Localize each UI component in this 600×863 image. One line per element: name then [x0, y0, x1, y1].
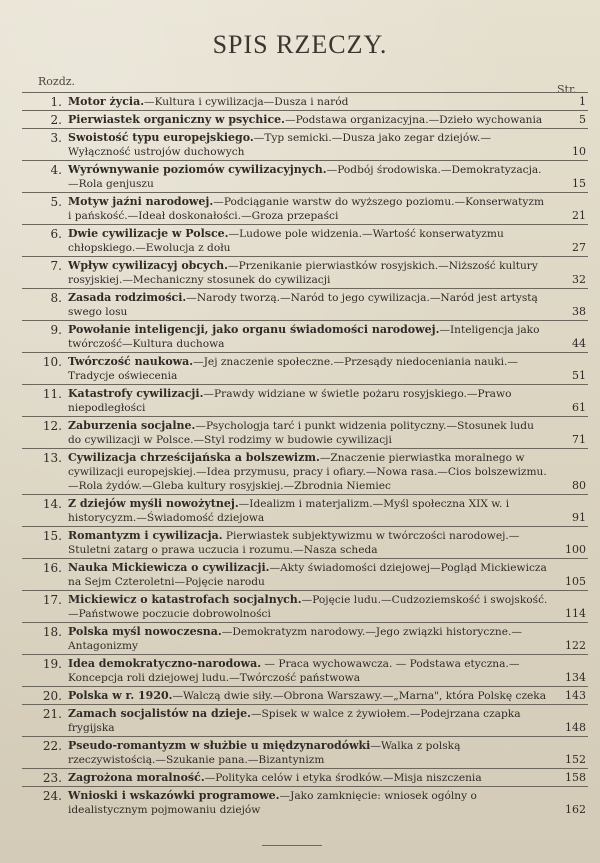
chapter-number: 11. [42, 387, 62, 401]
chapter-text [68, 739, 554, 767]
toc-entry [22, 110, 588, 128]
page-number: 32 [572, 273, 586, 286]
page-number: 143 [565, 689, 586, 702]
chapter-title: Motyw jaźni narodowej. [68, 195, 214, 208]
chapter-number: 4. [50, 163, 62, 177]
chapter-text [68, 195, 554, 223]
page-number: 38 [572, 305, 586, 318]
chapter-text [68, 113, 554, 127]
chapter-text [68, 323, 554, 351]
page-number: 1 [579, 95, 586, 108]
chapter-number: 9. [50, 323, 62, 337]
chapter-text [68, 707, 554, 735]
page-number: 5 [579, 113, 586, 126]
chapter-number: 18. [42, 625, 62, 639]
chapter-text [68, 771, 554, 785]
chapter-number: 23. [42, 771, 62, 785]
toc-entry [22, 352, 588, 384]
chapter-text [68, 355, 554, 383]
chapter-text [68, 131, 554, 159]
chapter-title: Wyrównywanie poziomów cywilizacyjnych. [68, 163, 327, 176]
chapter-topics: —Idealizm i materjalizm.—Myśl społeczna XIX w. i historycyzm.—Świadomość dziejowa [68, 498, 510, 524]
chapter-topics: —Przenikanie pierwiastków rosyjskich.—Niższość kultury rosyjskiej.—Mechaniczny stosunek do cywilizacji [68, 260, 538, 286]
chapter-title: Cywilizacja chrześcijańska a bolszewizm. [68, 451, 320, 464]
chapter-number: 14. [42, 497, 62, 511]
chapter-topics: —Pojęcie ludu.—Cudzoziemskość i swojskość.—Państwowe poczucie dobrowolności [68, 594, 548, 620]
chapter-title: Polska myśl nowoczesna. [68, 625, 222, 638]
toc-entry [22, 768, 588, 786]
chapter-title: Mickiewicz o katastrofach socjalnych. [68, 593, 302, 606]
chapter-topics: Pierwiastek subjektywizmu w twórczości narodowej.—Stuletni zatarg o prawa uczucia i rozumu.—Nasza scheda [68, 530, 520, 556]
toc-entry [22, 192, 588, 224]
page-number: 10 [572, 145, 586, 158]
chapter-topics: —Narody tworzą.—Naród to jego cywilizacja.—Naród jest artystą swego losu [68, 292, 538, 318]
chapter-number: 21. [42, 707, 62, 721]
toc-entry [22, 494, 588, 526]
toc-entry [22, 736, 588, 768]
chapter-number: 1. [50, 95, 62, 109]
table-of-contents [0, 92, 600, 818]
chapter-topics: —Walczą dwie siły.—Obrona Warszawy.—„Marna", która Polskę czeka [172, 690, 547, 702]
page-number: 134 [565, 671, 586, 684]
chapter-title: Motor życia. [68, 95, 145, 108]
chapter-number: 17. [42, 593, 62, 607]
chapter-topics: —Podstawa organizacyjna.—Dzieło wychowania [285, 114, 543, 126]
chapter-topics: —Spisek w walce z żywiołem.—Podejrzana czapka frygijska [68, 708, 521, 734]
chapter-text [68, 451, 554, 493]
toc-entry [22, 416, 588, 448]
chapter-text [68, 689, 554, 703]
chapter-text [68, 259, 554, 287]
chapter-number: 19. [42, 657, 62, 671]
chapter-text [68, 291, 554, 319]
chapter-title: Wnioski i wskazówki programowe. [68, 789, 280, 802]
page-number: 21 [572, 209, 586, 222]
page-column-header: Str. [557, 83, 577, 96]
page-number: 71 [572, 433, 586, 446]
toc-entry [22, 590, 588, 622]
toc-entry [22, 622, 588, 654]
toc-entry [22, 786, 588, 818]
chapter-topics: —Jako zamknięcie: wniosek ogólny o idealistycznym pojmowaniu dziejów [68, 790, 477, 816]
chapter-number: 6. [50, 227, 62, 241]
chapter-title: Z dziejów myśli nowożytnej. [68, 497, 239, 510]
chapter-number: 15. [42, 529, 62, 543]
toc-entry [22, 448, 588, 494]
page-number: 100 [565, 543, 586, 556]
chapter-text [68, 625, 554, 653]
page-title: SPIS RZECZY. [212, 30, 388, 59]
chapter-number: 5. [50, 195, 62, 209]
page-number: 44 [572, 337, 586, 350]
chapter-topics: —Prawdy widziane w świetle pożaru rosyjskiego.—Prawo niepodległości [68, 388, 512, 414]
page-number: 51 [572, 369, 586, 382]
chapter-number: 8. [50, 291, 62, 305]
page-number: 162 [565, 803, 586, 816]
page-number: 122 [565, 639, 586, 652]
chapter-text [68, 657, 554, 685]
chapter-number: 2. [50, 113, 62, 127]
chapter-topics: —Akty świadomości dziejowej—Pogląd Mickiewicza na Sejm Czteroletni—Pojęcie narodu [68, 562, 547, 588]
page-number: 114 [565, 607, 586, 620]
chapter-number: 7. [50, 259, 62, 273]
chapter-topics: —Demokratyzm narodowy.—Jego związki historyczne.—Antagonizmy [68, 626, 522, 652]
chapter-text [68, 561, 554, 589]
chapter-title: Zasada rodzimości. [68, 291, 187, 304]
chapter-title: Idea demokratyczno-narodowa. [68, 657, 262, 670]
chapter-title: Zaburzenia socjalne. [68, 419, 196, 432]
chapter-topics: —Ludowe pole widzenia.—Wartość konserwatyzmu chłopskiego.—Ewolucja z dołu [68, 228, 504, 254]
end-rule [262, 845, 322, 846]
chapter-title: Powołanie inteligencji, jako organu świadomości narodowej. [68, 323, 440, 336]
chapter-topics: —Podbój środowiska.—Demokratyzacja.—Rola genjuszu [68, 164, 542, 190]
chapter-topics: —Znaczenie pierwiastka moralnego w cywilizacji europejskiej.—Idea przymusu, pracy i ofiary.—Nowa rasa.—Cios bolszewizmu.—Rola żydów.—Gleba kultury rosyjskiej.—Zbrodnia Niemiec [68, 452, 547, 492]
toc-entry [22, 704, 588, 736]
toc-entry [22, 92, 588, 110]
page-number: 27 [572, 241, 586, 254]
chapter-topics: —Typ semicki.—Dusza jako zegar dziejów.—Wyłączność ustrojów duchowych [68, 132, 491, 158]
chapter-number: 24. [42, 789, 62, 803]
toc-entry [22, 256, 588, 288]
chapter-title: Pierwiastek organiczny w psychice. [68, 113, 286, 126]
chapter-title: Pseudo-romantyzm w służbie u międzynarodówki [68, 739, 371, 752]
chapter-text [68, 789, 554, 817]
toc-entry [22, 686, 588, 704]
chapter-number: 20. [42, 689, 62, 703]
chapter-title: Dwie cywilizacje w Polsce. [68, 227, 229, 240]
chapter-topics: — Praca wychowawcza. — Podstawa etyczna.—Koncepcja roli dziejowej ludu.—Twórczość państwowa [68, 658, 520, 684]
chapter-number: 10. [42, 355, 62, 369]
chapter-title: Nauka Mickiewicza o cywilizacji. [68, 561, 270, 574]
chapter-text [68, 387, 554, 415]
chapter-title: Zamach socjalistów na dzieje. [68, 707, 251, 720]
chapter-text [68, 163, 554, 191]
page-number: 15 [572, 177, 586, 190]
page-number: 105 [565, 575, 586, 588]
chapter-topics: —Podciąganie warstw do wyższego poziomu.—Konserwatyzm i pańskość.—Ideał doskonałości.—Groza przepaści [68, 196, 544, 222]
chapter-number: 22. [42, 739, 62, 753]
chapter-topics: —Inteligencja jako twórczość—Kultura duchowa [68, 324, 540, 350]
chapter-title: Wpływ cywilizacyj obcych. [68, 259, 228, 272]
chapter-text [68, 95, 554, 109]
chapter-title: Zagrożona moralność. [68, 771, 205, 784]
chapter-number: 13. [42, 451, 62, 465]
chapter-topics: —Kultura i cywilizacja—Dusza i naród [144, 96, 349, 108]
page-number: 148 [565, 721, 586, 734]
toc-entry [22, 224, 588, 256]
chapter-topics: —Walka z polską rzeczywistością.—Szukanie pana.—Bizantynizm [68, 740, 461, 766]
toc-entry [22, 320, 588, 352]
chapter-topics: —Polityka celów i etyka środków.—Misja niszczenia [204, 772, 482, 784]
toc-entry [22, 654, 588, 686]
toc-entry [22, 288, 588, 320]
chapter-column-header: Rozdz. [38, 75, 76, 88]
toc-entry [22, 526, 588, 558]
page-number: 91 [572, 511, 586, 524]
chapter-text [68, 529, 554, 557]
toc-entry [22, 128, 588, 160]
toc-entry [22, 558, 588, 590]
chapter-title: Romantyzm i cywilizacja. [68, 529, 223, 542]
chapter-title: Polska w r. 1920. [68, 689, 173, 702]
chapter-text [68, 593, 554, 621]
chapter-topics: —Psychologja tarć i punkt widzenia polityczny.—Stosunek ludu do cywilizacji w Polsce.—Styl rodzimy w budowie cywilizacji [68, 420, 534, 446]
page-number: 152 [565, 753, 586, 766]
page-number: 61 [572, 401, 586, 414]
chapter-text [68, 419, 554, 447]
toc-entry [22, 384, 588, 416]
chapter-text [68, 497, 554, 525]
chapter-topics: —Jej znaczenie społeczne.—Przesądy niedoceniania nauki.—Tradycje oświecenia [68, 356, 518, 382]
chapter-number: 12. [42, 419, 62, 433]
toc-entry [22, 160, 588, 192]
chapter-text [68, 227, 554, 255]
chapter-title: Swoistość typu europejskiego. [68, 131, 254, 144]
page-number: 158 [565, 771, 586, 784]
chapter-title: Katastrofy cywilizacji. [68, 387, 204, 400]
page-number: 80 [572, 479, 586, 492]
chapter-title: Twórczość naukowa. [68, 355, 194, 368]
chapter-number: 16. [42, 561, 62, 575]
chapter-number: 3. [50, 131, 62, 145]
